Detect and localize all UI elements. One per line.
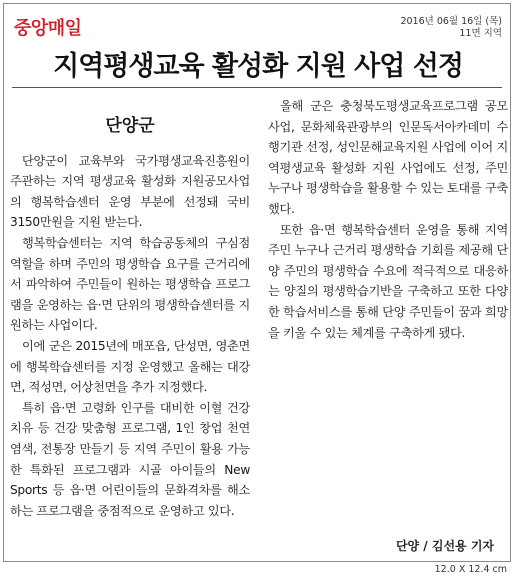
newspaper-logo: 중앙매일 bbox=[14, 18, 82, 39]
article-subhead: 단양군 bbox=[105, 116, 155, 136]
publication-date: 2016년 06월 16일 (목) bbox=[400, 16, 502, 27]
article-paragraph: 올해 군은 충청북도평생교육프로그램 공모사업, 문화체육관광부의 인문독서아카데미 수행기관 선정, 성인문해교육지원 사업에 이어 지역평생교육 활성화 지원 사업에도 선정, 주민 누구나 평생학습을 활용할 수 있는 토대를 구축했다. bbox=[268, 99, 508, 216]
article-paragraph: 또한 읍·면 행복학습센터 운영을 통해 지역 주민 누구나 근거리 평생학습 기회를 제공해 단양 주민의 평생학습 수요에 적극적으로 대응하는 양질의 평생학습기반을 구축하고 또한 다양한 학습서비스를 통해 단양 주민들이 꿈과 희망을 키울 수 있는 체계를 구축하게 됐다. bbox=[268, 222, 508, 340]
page-section: 11면 지역 bbox=[459, 28, 502, 39]
article-paragraph: 이에 군은 2015년에 매포읍, 단성면, 영춘면에 행복학습센터를 지정 운영했고 올해는 대강면, 적성면, 어상천면을 추가 지정했다. bbox=[10, 338, 250, 395]
article-paragraph: 행복학습센터는 지역 학습공동체의 구심점 역할을 하며 주민의 평생학습 요구를 근거리에서 파악하여 주민들이 원하는 평생학습 프로그램을 운영하는 읍·면 단위의 평생학습센터를 지원하는 사업이다. bbox=[10, 235, 250, 333]
article-headline: 지역평생교육 활성화 지원 사업 선정 bbox=[53, 51, 463, 82]
article-paragraph: 특히 읍·면 고령화 인구를 대비한 이혈 건강 치유 등 건강 맞춤형 프로그램, 1인 창업 천연염색, 전통장 만들기 등 지역 주민이 활용 가능한 특화된 프로그램과 시골 아이들의 New Sports 등 읍·면 어린이들의 문화격차를 해소하는 프로그램을 중점적으로 운영하고 있다. bbox=[10, 400, 250, 518]
publication-meta bbox=[400, 16, 502, 40]
clipping-size-note: 12.0 X 12.4 cm bbox=[434, 564, 507, 575]
article-byline: 단양 / 김선용 기자 bbox=[395, 539, 494, 553]
article-column-left bbox=[10, 92, 250, 521]
headline-divider bbox=[12, 87, 502, 88]
article-column-right bbox=[268, 96, 508, 343]
article-paragraph: 단양군이 교육부와 국가평생교육진흥원이 주관하는 지역 평생교육 활성화 지원공모사업의 행복학습센터 운영 부분에 선정돼 국비 3150만원을 지원 받는다. bbox=[10, 153, 250, 230]
article-clipping bbox=[3, 3, 511, 562]
